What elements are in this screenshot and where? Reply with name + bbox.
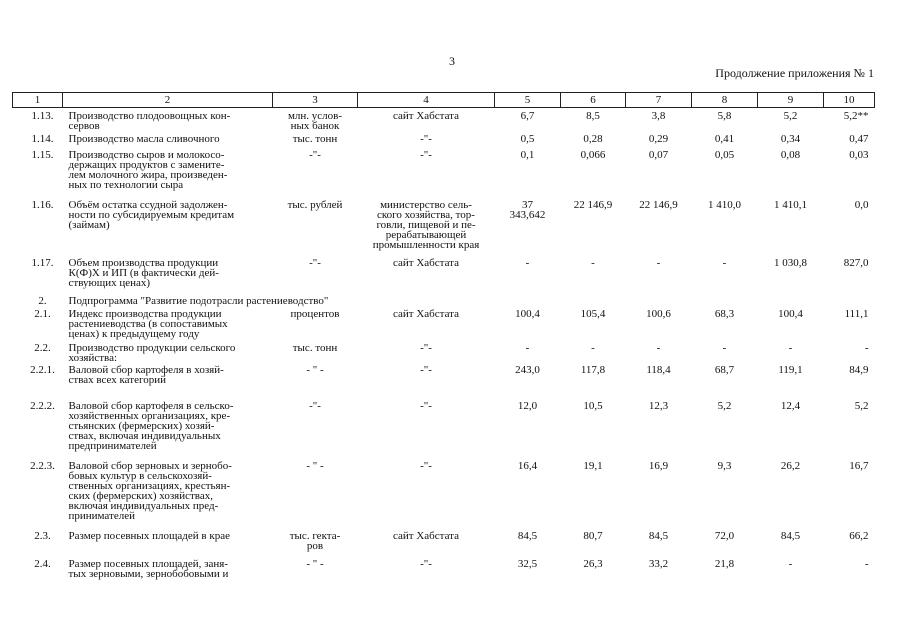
table-row — [13, 309, 875, 343]
unit: -"- — [309, 400, 321, 412]
value-cell: 0,28 — [583, 133, 603, 145]
value-cell: 0,29 — [648, 133, 669, 145]
row-number: 2.4. — [34, 558, 51, 570]
unit: - " - — [306, 558, 324, 570]
source: -"- — [420, 149, 432, 161]
table-row — [13, 559, 875, 579]
source: министерство сель- ского хозяйства, тор- говли, пищевой и пе- рерабатывающей промышленности края — [372, 199, 480, 251]
table-row — [13, 200, 875, 258]
table-body — [13, 108, 875, 580]
indicator-name: Объём остатка ссудной задолжен- ности по субсидируемым кредитам (займам) — [68, 199, 235, 231]
indicator-name: Валовой сбор картофеля в сельско- хозяйственных организациях, кре- стьянских (фермерских) хозяй- ствах, включая индивидуальных предпринимателей — [68, 400, 234, 452]
value-cell: 19,1 — [583, 460, 603, 472]
row-number: 1.16. — [31, 199, 54, 211]
row-number: 2. — [38, 295, 47, 307]
indicator-name: Валовой сбор картофеля в хозяй- ствах всех категорий — [68, 364, 224, 386]
value-cell: 100,4 — [515, 308, 540, 320]
value-cell: 5,2 — [717, 400, 732, 412]
source: сайт Хабстата — [392, 110, 459, 122]
value-cell: - — [864, 558, 869, 570]
value-cell: 21,8 — [714, 558, 735, 570]
value-cell: 80,7 — [583, 530, 603, 542]
value-cell: 0,47 — [849, 133, 869, 145]
value-cell: 32,5 — [517, 558, 538, 570]
indicator-name: Объем производства продукции К(Ф)Х и ИП (в фактически дей- ствующих ценах) — [68, 257, 219, 289]
indicator-name: Производство масла сливочного — [68, 133, 220, 145]
unit: тыс. тонн — [292, 342, 338, 354]
value-cell: 118,4 — [646, 364, 671, 376]
value-cell: 5,8 — [717, 110, 732, 122]
table-row — [13, 365, 875, 401]
value-cell: 0,41 — [714, 133, 735, 145]
value-cell: 1 030,8 — [774, 257, 807, 269]
unit: -"- — [309, 257, 321, 269]
value-cell: 37 343,642 — [509, 199, 546, 221]
column-header: 9 — [758, 93, 824, 108]
value-cell: 68,3 — [714, 308, 735, 320]
value-cell: 6,7 — [520, 110, 535, 122]
value-cell: 84,9 — [849, 364, 869, 376]
indicator-name: Размер посевных площадей, заня- тых зерновыми, зернобобовыми и — [68, 558, 229, 580]
source: -"- — [420, 364, 432, 376]
table-row — [13, 343, 875, 365]
unit: процентов — [290, 308, 340, 320]
source: -"- — [420, 558, 432, 570]
indicator-name: Производство плодоовощных кон- сервов — [68, 110, 231, 132]
row-number: 2.2.1. — [30, 364, 55, 376]
column-header: 4 — [358, 93, 495, 108]
column-header: 5 — [495, 93, 561, 108]
indicator-name: Размер посевных площадей в крае — [68, 530, 230, 542]
value-cell: 3,8 — [651, 110, 666, 122]
source: -"- — [420, 133, 432, 145]
value-cell: 12,4 — [780, 400, 801, 412]
row-number: 1.15. — [31, 149, 54, 161]
value-cell: - — [788, 558, 793, 570]
column-header: 6 — [561, 93, 626, 108]
value-cell: 1 410,0 — [708, 199, 741, 211]
indicators-table — [12, 92, 875, 579]
row-number: 2.2.2. — [30, 400, 55, 412]
value-cell: - — [525, 257, 530, 269]
table-row — [13, 258, 875, 296]
value-cell: 0,0 — [854, 199, 869, 211]
unit: тыс. рублей — [287, 199, 343, 211]
value-cell: - — [656, 342, 661, 354]
column-header: 3 — [273, 93, 358, 108]
row-number: 2.3. — [34, 530, 51, 542]
indicator-name: Производство сыров и молокосо- держащих продуктов с замените- лем молочного жира, произведен- ных по технологии сыра — [68, 149, 228, 191]
table-row — [13, 461, 875, 531]
row-number: 2.2. — [34, 342, 51, 354]
value-cell: - — [656, 257, 661, 269]
value-cell: 100,4 — [778, 308, 803, 320]
unit: млн. услов- ных банок — [287, 110, 343, 132]
unit: - " - — [306, 460, 324, 472]
unit: тыс. гекта- ров — [289, 530, 341, 552]
value-cell: 12,3 — [648, 400, 669, 412]
column-header: 1 — [13, 93, 63, 108]
table-row — [13, 531, 875, 559]
column-header: 2 — [63, 93, 273, 108]
value-cell: - — [525, 342, 530, 354]
value-cell: 5,2 — [854, 400, 869, 412]
continuation-label: Продолжение приложения № 1 — [715, 66, 874, 80]
value-cell: - — [722, 342, 727, 354]
value-cell: 84,5 — [517, 530, 538, 542]
value-cell: 16,4 — [517, 460, 538, 472]
value-cell: - — [722, 257, 727, 269]
value-cell: - — [788, 342, 793, 354]
row-number: 1.17. — [31, 257, 54, 269]
source: сайт Хабстата — [392, 530, 459, 542]
value-cell: 0,05 — [714, 149, 735, 161]
value-cell: 16,9 — [648, 460, 669, 472]
value-cell: 84,5 — [780, 530, 801, 542]
value-cell: 100,6 — [646, 308, 671, 320]
value-cell: 68,7 — [714, 364, 735, 376]
unit: -"- — [309, 149, 321, 161]
source: сайт Хабстата — [392, 308, 459, 320]
subprogram-title: Подпрограмма "Развитие подотрасли растениеводство" — [68, 295, 329, 307]
value-cell: - — [864, 342, 869, 354]
value-cell: 26,3 — [583, 558, 603, 570]
column-header: 7 — [626, 93, 692, 108]
value-cell: 66,2 — [849, 530, 869, 542]
indicator-name: Индекс производства продукции растениеводства (в сопоставимых ценах) к предыдущему году — [68, 308, 228, 340]
column-header: 8 — [692, 93, 758, 108]
value-cell: 26,2 — [780, 460, 801, 472]
row-number: 2.1. — [34, 308, 51, 320]
value-cell: 0,03 — [849, 149, 869, 161]
unit: - " - — [306, 364, 324, 376]
indicator-name: Валовой сбор зерновых и зернобо- бовых культур в сельскохозяй- ственных организациях, крестьян- ских (фермерских) хозяйствах, включая индивидуальных пред- принимателей — [68, 460, 232, 522]
value-cell: 9,3 — [717, 460, 732, 472]
value-cell: 16,7 — [849, 460, 869, 472]
value-cell: 22 146,9 — [639, 199, 678, 211]
column-header: 10 — [824, 93, 875, 108]
value-cell: 243,0 — [515, 364, 540, 376]
table-row — [13, 108, 875, 135]
value-cell: 827,0 — [843, 257, 869, 269]
value-cell: 10,5 — [583, 400, 603, 412]
unit: тыс. тонн — [292, 133, 338, 145]
value-cell: 0,07 — [648, 149, 669, 161]
value-cell: 119,1 — [778, 364, 803, 376]
source: -"- — [420, 460, 432, 472]
value-cell: 5,2** — [843, 110, 869, 122]
value-cell: 84,5 — [648, 530, 669, 542]
value-cell: 5,2 — [783, 110, 798, 122]
table-row — [13, 150, 875, 200]
table-header — [13, 93, 875, 108]
value-cell: 72,0 — [714, 530, 735, 542]
table-row — [13, 134, 875, 150]
value-cell: 0,066 — [580, 149, 606, 161]
value-cell: 12,0 — [517, 400, 538, 412]
table-row — [13, 401, 875, 461]
value-cell: - — [591, 257, 595, 269]
source: -"- — [420, 342, 432, 354]
row-number: 1.13. — [31, 110, 54, 122]
value-cell: 111,1 — [844, 308, 869, 320]
source: сайт Хабстата — [392, 257, 459, 269]
value-cell: 0,08 — [780, 149, 801, 161]
value-cell: 105,4 — [580, 308, 606, 320]
value-cell: 0,5 — [520, 133, 535, 145]
value-cell: 33,2 — [648, 558, 669, 570]
value-cell: 8,5 — [586, 110, 600, 122]
value-cell: 0,34 — [780, 133, 801, 145]
page-number: 3 — [449, 54, 455, 68]
header-row — [13, 93, 875, 108]
value-cell: 117,8 — [580, 364, 606, 376]
value-cell: 22 146,9 — [573, 199, 613, 211]
value-cell: 0,1 — [520, 149, 535, 161]
value-cell: - — [591, 342, 595, 354]
row-number: 2.2.3. — [30, 460, 55, 472]
source: -"- — [420, 400, 432, 412]
row-number: 1.14. — [31, 133, 54, 145]
value-cell: 1 410,1 — [774, 199, 807, 211]
indicator-name: Производство продукции сельского хозяйства: — [68, 342, 236, 364]
